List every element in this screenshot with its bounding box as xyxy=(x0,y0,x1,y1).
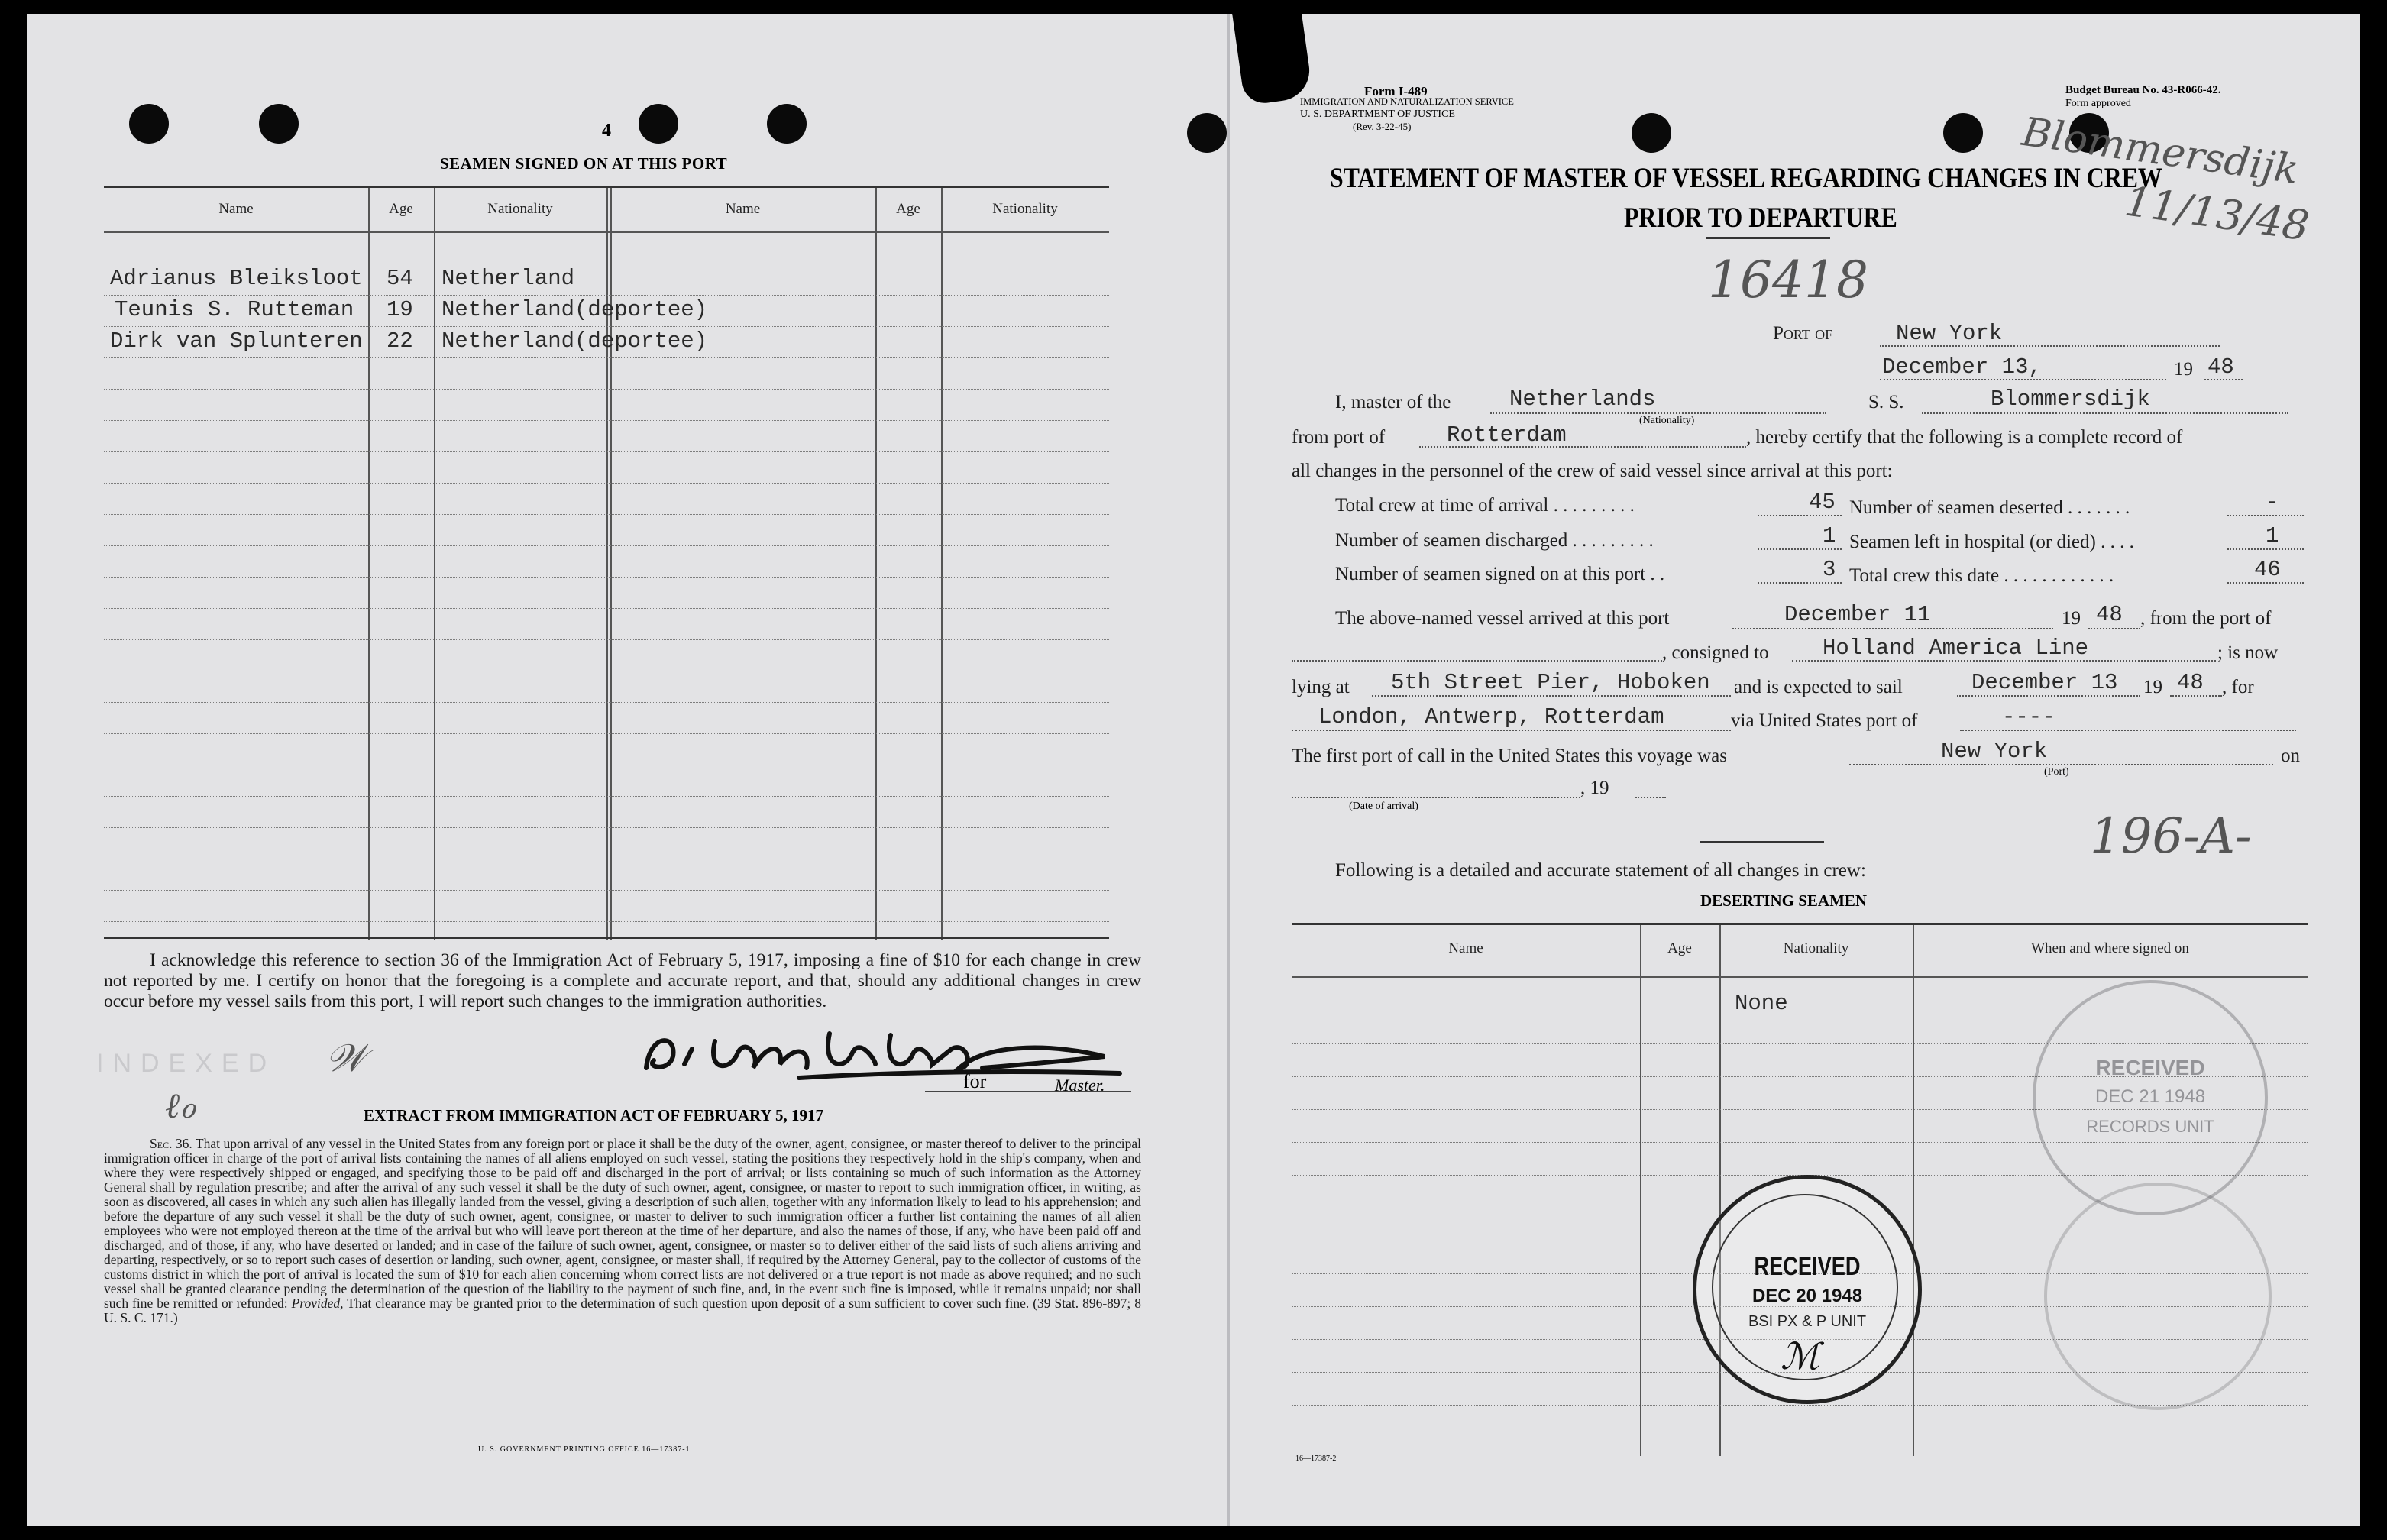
year-value: 48 xyxy=(2207,354,2234,380)
page-fold xyxy=(1227,14,1230,1526)
sail-year: 48 xyxy=(2177,670,2204,695)
consigned-value: Holland America Line xyxy=(1823,636,2089,661)
arrived-year: 48 xyxy=(2096,602,2123,627)
certify-text: all changes in the personnel of the crew of said vessel since arrival at this port: xyxy=(1292,461,1893,481)
handwritten-number: 16418 xyxy=(1708,251,1868,309)
stat-value: 1 xyxy=(1823,523,1836,548)
stamp-date: DEC 20 1948 xyxy=(1751,1286,1863,1306)
nationality-caption: (Nationality) xyxy=(1639,415,1695,426)
ss-label: S. S. xyxy=(1868,392,1904,412)
seaman-age: 19 xyxy=(387,297,413,322)
punch-hole xyxy=(639,104,678,144)
col-header-name: Name xyxy=(725,201,761,217)
acknowledgment-text: I acknowledge this reference to section 36 of the Immigration Act of February 5, 1917, imposing a fine of $10 for each change in crew not reported by me. I certify on honor that the foregoing is a complete and accurate report, and that, should any additional changes in crew occur before my vessel sails from this port, I will report such changes to the immigration authorities. xyxy=(104,950,1141,1011)
handwritten-ship: Blommersdijk xyxy=(2019,108,2302,194)
lying-at-label: lying at xyxy=(1292,677,1350,697)
date-of-arrival-year: , 19 xyxy=(1580,778,1609,798)
stat-label: Seamen left in hospital (or died) . . . . xyxy=(1849,532,2134,552)
section-end: That clearance may be granted prior to the determination of such question upon deposit of a sum sufficient to cover such fine. (39 Stat. 896-897; 8 U. S. C. 171.) xyxy=(104,1296,1142,1325)
faint-stamp xyxy=(2044,1182,2272,1410)
seaman-nationality: Netherland(deportee) xyxy=(441,328,708,354)
stat-label: Number of seamen deserted . . . . . . . xyxy=(1849,497,2130,518)
stamp-unit: RECORDS UNIT xyxy=(2086,1117,2214,1136)
port-label: Port of xyxy=(1773,323,1833,344)
indexed-stamp: INDEXED xyxy=(96,1049,277,1078)
stat-label: Number of seamen discharged . . . . . . . . . xyxy=(1335,530,1654,551)
agency-line: IMMIGRATION AND NATURALIZATION SERVICE xyxy=(1300,96,1514,107)
stat-label: Number of seamen signed on at this port . . xyxy=(1335,564,1665,584)
stat-value: - xyxy=(2266,490,2279,515)
records-stamp xyxy=(2033,980,2268,1215)
stat-label: Total crew at time of arrival . . . . . . . . . xyxy=(1335,495,1635,516)
ship-value: Blommersdijk xyxy=(1991,387,2150,412)
agency-line: U. S. DEPARTMENT OF JUSTICE xyxy=(1300,108,1455,120)
first-port-value: New York xyxy=(1941,739,2048,764)
punch-hole xyxy=(129,104,169,144)
col-header-nationality: Nationality xyxy=(992,201,1058,217)
for-label: , for xyxy=(2222,677,2254,697)
from-port-label: from port of xyxy=(1292,427,1386,448)
proviso-word: Provided, xyxy=(291,1296,344,1311)
printer-line: U. S. GOVERNMENT PRINTING OFFICE 16—17387-1 xyxy=(478,1445,691,1454)
seaman-nationality: Netherland(deportee) xyxy=(441,297,708,322)
sail-value: December 13 xyxy=(1971,670,2118,695)
stamp-label: RECEIVED xyxy=(1754,1252,1861,1281)
col-header-age: Age xyxy=(1667,940,1692,956)
year-prefix: 19 xyxy=(2174,359,2193,380)
form-title: PRIOR TO DEPARTURE xyxy=(1624,202,1897,234)
clerk-initials: 𝒲 xyxy=(325,1036,366,1080)
revision: (Rev. 3-22-45) xyxy=(1353,121,1412,132)
consigned-label: , consigned to xyxy=(1662,642,1769,663)
first-port-caption: (Port) xyxy=(2044,766,2069,778)
extract-text xyxy=(104,1137,1141,1325)
punch-hole xyxy=(1187,113,1227,153)
punch-hole xyxy=(1943,113,1983,153)
signed-on-table xyxy=(104,186,1109,940)
seaman-name: Adrianus Bleiksloot xyxy=(110,266,363,291)
col-header-name: Name xyxy=(218,201,254,217)
certify-text: , hereby certify that the following is a complete record of xyxy=(1746,427,2183,448)
stamp-label: RECEIVED xyxy=(2095,1056,2205,1079)
signature-for: for xyxy=(963,1070,987,1092)
master-label: I, master of the xyxy=(1335,392,1451,412)
section-rule xyxy=(1700,841,1824,843)
arrived-value: December 11 xyxy=(1784,602,1931,627)
clerk-initials: ℓℴ xyxy=(165,1085,196,1126)
punch-hole xyxy=(259,104,299,144)
stat-value: 3 xyxy=(1823,557,1836,582)
col-header-nationality: Nationality xyxy=(1783,940,1849,956)
expected-label: and is expected to sail xyxy=(1734,677,1903,697)
extract-title: EXTRACT FROM IMMIGRATION ACT OF FEBRUARY 5, 1917 xyxy=(364,1106,824,1124)
signature-role: Master. xyxy=(1055,1076,1105,1095)
arrived-label: The above-named vessel arrived at this port xyxy=(1335,608,1670,629)
section-body: That upon arrival of any vessel in the United States from any foreign port or place it shall be the duty of the owner, agent, consignee, or master thereof to deliver to the principal immigration officer in charge of the port of arrival lists containing the names of all aliens employed on such vessel, stating the positions they respectively hold in the ship's company, when and where they were respectively shipped or engaged, and specifying those to be paid off and discharged in the port of arrival; or lists containing so much of such information as the Attorney General shall by regulation prescribe; and after the arrival of any such vessel it shall be the duty of such owner, agent, consignee, or master to report to such immigration officer, in writing, as soon as discovered, all cases in which any such alien has illegally landed from the vessel, giving a description of such alien, together with any information likely to lead to his apprehension; and before the departure of any such vessel it shall be the duty of such owner, agent, consignee, or master to deliver to such immigration officer a further list containing the names of all alien employees who were not employed thereon at the time of the arrival but who will leave port thereon at the time of her departure, and also the names of those, if any, who have been paid off and discharged, and of those, if any, who have deserted or landed; and in case of the failure of such owner, agent, consignee, or master so to deliver either of the said lists of such aliens arriving and departing, respectively, or so to report such cases of desertion or landing, such owner, agent, consignee, or master shall, if required by the Attorney General, pay to the collector of customs of the customs district in which the port of arrival is located the sum of $10 for each alien concerning whom correct lists are not delivered or a true report is not made as above required; and no such vessel shall be granted clearance pending the determination of the question of the liability to the payment of such fine, and, in the event such fine is imposed, while it remains unpaid; nor shall such fine be remitted or refunded: xyxy=(104,1136,1141,1311)
from-port-of-label: , from the port of xyxy=(2140,608,2272,629)
from-port-value: Rotterdam xyxy=(1447,422,1567,448)
handwritten-date: 11/13/48 xyxy=(2121,176,2312,251)
seaman-nationality: Netherland xyxy=(441,266,575,291)
page-number: 4 xyxy=(602,121,611,141)
stat-value: 46 xyxy=(2254,557,2281,582)
following-text: Following is a detailed and accurate statement of all changes in crew: xyxy=(1335,860,1866,881)
stamp-initials: ℳ xyxy=(1781,1335,1820,1378)
seaman-age: 22 xyxy=(387,328,413,354)
punch-hole xyxy=(1632,113,1671,153)
date-value: December 13, xyxy=(1882,354,2042,380)
title-rule xyxy=(1706,237,1830,239)
col-header-when-where: When and where signed on xyxy=(2031,940,2189,956)
stat-label: Total crew this date . . . . . . . . . . . . xyxy=(1849,565,2114,586)
stamp-unit: BSI PX & P UNIT xyxy=(1748,1313,1867,1330)
handwritten-code: 196-A- xyxy=(2090,808,2252,865)
received-stamp xyxy=(1693,1175,1922,1404)
printer-line: 16—17387-2 xyxy=(1295,1454,1337,1463)
stat-value: 1 xyxy=(2266,523,2279,548)
col-header-nationality: Nationality xyxy=(487,201,553,217)
section-label: Sec. 36. xyxy=(150,1136,192,1151)
nationality-value: Netherlands xyxy=(1509,387,1656,412)
seaman-name: Dirk van Splunteren xyxy=(110,328,363,354)
lying-at-value: 5th Street Pier, Hoboken xyxy=(1391,670,1710,695)
is-now-label: ; is now xyxy=(2217,642,2279,663)
budget-line: Form approved xyxy=(2065,98,2131,109)
port-value: New York xyxy=(1896,321,2003,346)
budget-line: Budget Bureau No. 43-R066-42. xyxy=(2065,84,2221,96)
punch-hole xyxy=(767,104,807,144)
col-header-age: Age xyxy=(389,201,413,217)
on-label: on xyxy=(2281,746,2300,766)
deserting-heading: DESERTING SEAMEN xyxy=(1700,891,1868,910)
form-title: STATEMENT OF MASTER OF VESSEL REGARDING CHANGES IN CREW xyxy=(1330,163,2162,194)
signed-on-heading: SEAMEN SIGNED ON AT THIS PORT xyxy=(440,154,728,173)
seaman-name: Teunis S. Rutteman xyxy=(115,297,354,322)
date-of-arrival-caption: (Date of arrival) xyxy=(1349,801,1418,812)
document-page xyxy=(27,14,2360,1526)
form-number: Form I-489 xyxy=(1364,84,1428,99)
col-header-age: Age xyxy=(896,201,920,217)
arrived-year-prefix: 19 xyxy=(2062,608,2081,629)
torn-corner xyxy=(1232,2,1314,105)
first-port-label: The first port of call in the United States this voyage was xyxy=(1292,746,1728,766)
via-label: via United States port of xyxy=(1731,710,1918,731)
destinations-value: London, Antwerp, Rotterdam xyxy=(1318,704,1664,730)
sail-year-prefix: 19 xyxy=(2143,677,2162,697)
col-header-name: Name xyxy=(1448,940,1483,956)
stat-value: 45 xyxy=(1809,490,1836,515)
stamp-date: DEC 21 1948 xyxy=(2094,1086,2206,1107)
seaman-age: 54 xyxy=(387,266,413,291)
via-value: ---- xyxy=(2002,704,2055,730)
deserting-none: None xyxy=(1735,991,1788,1016)
